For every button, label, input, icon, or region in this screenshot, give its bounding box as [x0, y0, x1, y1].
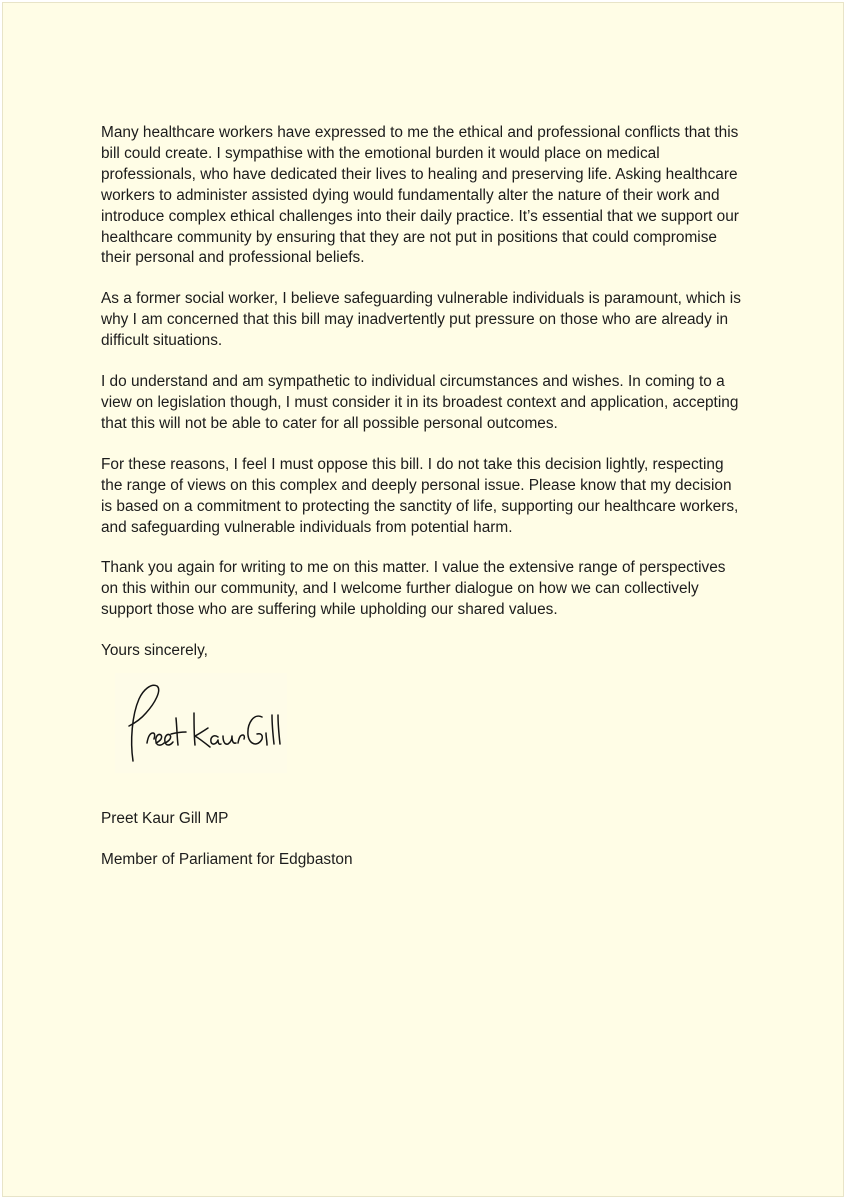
paragraph-individual-circumstances: I do understand and am sympathetic to individual circumstances and wishes. In coming to a view on legislation though, I must consider it in its broadest context and application, accepting that this will not be able to cater for all possible personal outcomes. — [101, 373, 739, 432]
signature-drawing — [115, 673, 287, 773]
letter-body — [101, 123, 741, 662]
paragraph-oppose-bill: For these reasons, I feel I must oppose this bill. I do not take this decision lightly, respecting the range of views on this complex and deeply personal issue. Please know that my decision is based on a commitment to protecting the sanctity of life, supporting our healthcare workers, and safeguarding vulnerable individuals from potential harm. — [101, 455, 739, 536]
signer-role: Member of Parliament for Edgbaston — [101, 851, 353, 868]
handwritten-signature — [115, 673, 287, 773]
paragraph-healthcare-workers: Many healthcare workers have expressed to me the ethical and professional conflicts that this bill could create. I sympathise with the emotional burden it would place on medical professionals, who have dedicated their lives to healing and preserving life. Asking healthcare workers to administer assisted dying would fundamentally alter the nature of their work and introduce complex ethical challenges into their daily practice. It’s essential that we support our healthcare community by ensuring that they are not put in positions that could compromise their personal and professional beliefs. — [101, 124, 739, 267]
paragraph-social-worker: As a former social worker, I believe safeguarding vulnerable individuals is paramount, which is why I am concerned that this bill may inadvertently put pressure on those who are already in difficult situations. — [101, 290, 741, 350]
paragraph-thank-you: Thank you again for writing to me on this matter. I value the extensive range of perspectives on this within our community, and I welcome further dialogue on how we can collectively support those who are suffering while upholding our shared values. — [101, 559, 726, 619]
letter-page — [2, 2, 844, 1197]
signer-name: Preet Kaur Gill MP — [101, 810, 229, 827]
closing-salutation: Yours sincerely, — [101, 642, 208, 660]
